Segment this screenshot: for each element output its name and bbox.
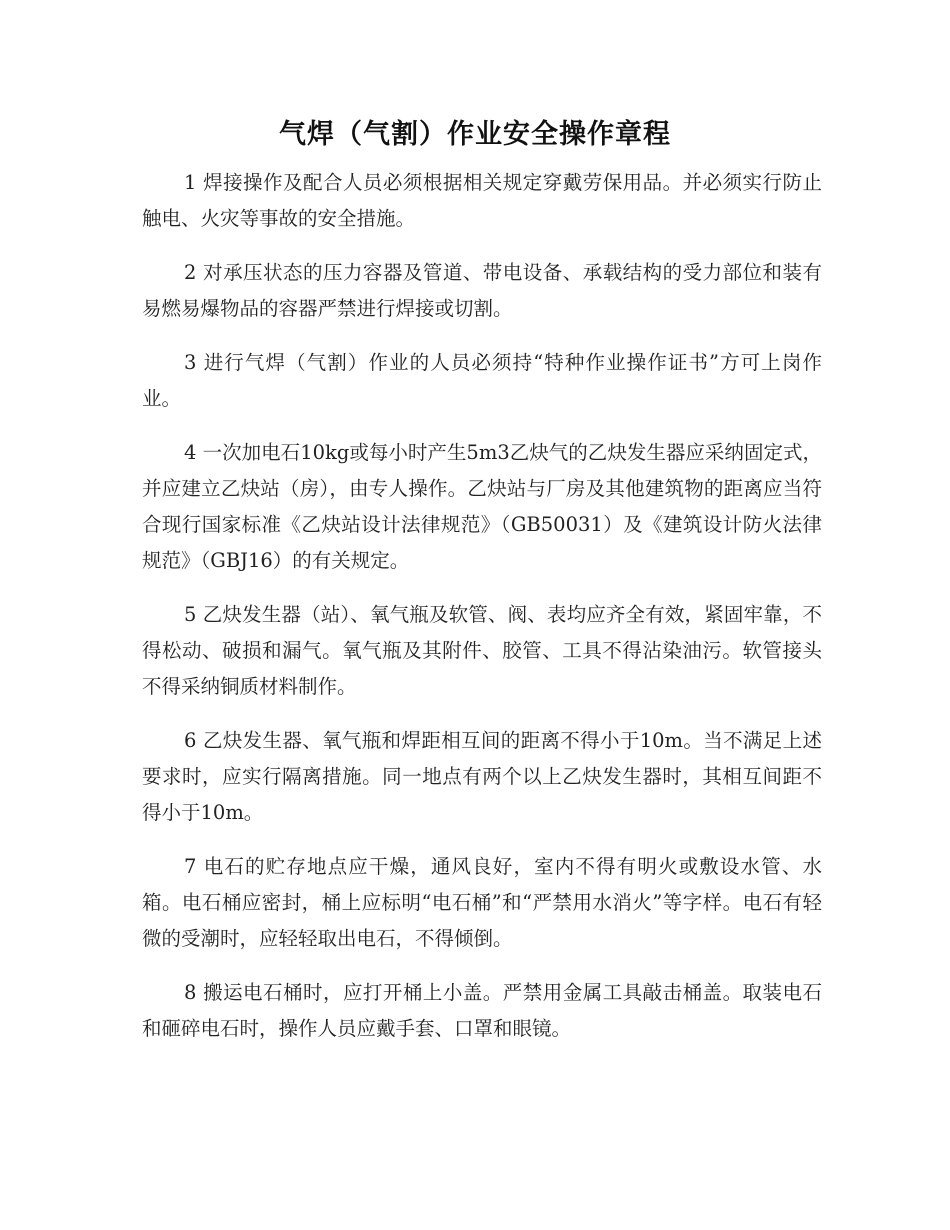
paragraph-8: 8 搬运电石桶时，应打开桶上小盖。严禁用金属工具敲击桶盖。取装电石和砸碎电石时，操作人员应戴手套、口罩和眼镜。 — [142, 981, 822, 1040]
paragraph-3: 3 进行气焊（气割）作业的人员必须持“特种作业操作证书”方可上岗作业。 — [142, 351, 822, 410]
paragraph-2: 2 对承压状态的压力容器及管道、带电设备、承载结构的受力部位和装有易燃易爆物品的容器严禁进行焊接或切割。 — [142, 261, 822, 320]
paragraph-7: 7 电石的贮存地点应干燥，通风良好，室内不得有明火或敷设水管、水箱。电石桶应密封，桶上应标明“电石桶”和“严禁用水消火”等字样。电石有轻微的受潮时，应轻轻取出电石，不得倾倒。 — [142, 855, 822, 950]
page-title: 气焊（气割）作业安全操作章程 — [279, 119, 671, 150]
paragraph-6: 6 乙炔发生器、氧气瓶和焊距相互间的距离不得小于10m。当不满足上述要求时，应实行隔离措施。同一地点有两个以上乙炔发生器时，其相互间距不得小于10m。 — [142, 729, 822, 824]
paragraph-5: 5 乙炔发生器（站）、氧气瓶及软管、阀、表均应齐全有效，紧固牢靠，不得松动、破损和漏气。氧气瓶及其附件、胶管、工具不得沾染油污。软管接头不得采纳铜质材料制作。 — [142, 603, 822, 698]
paragraph-1: 1 焊接操作及配合人员必须根据相关规定穿戴劳保用品。并必须实行防止触电、火灾等事故的安全措施。 — [142, 171, 822, 230]
paragraph-4: 4 一次加电石10kg或每小时产生5m3乙炔气的乙炔发生器应采纳固定式，并应建立乙炔站（房），由专人操作。乙炔站与厂房及其他建筑物的距离应当符合现行国家标准《乙炔站设计法律规范》（GB50031）及《建筑设计防火法律规范》（GBJ16）的有关规定。 — [142, 441, 822, 572]
